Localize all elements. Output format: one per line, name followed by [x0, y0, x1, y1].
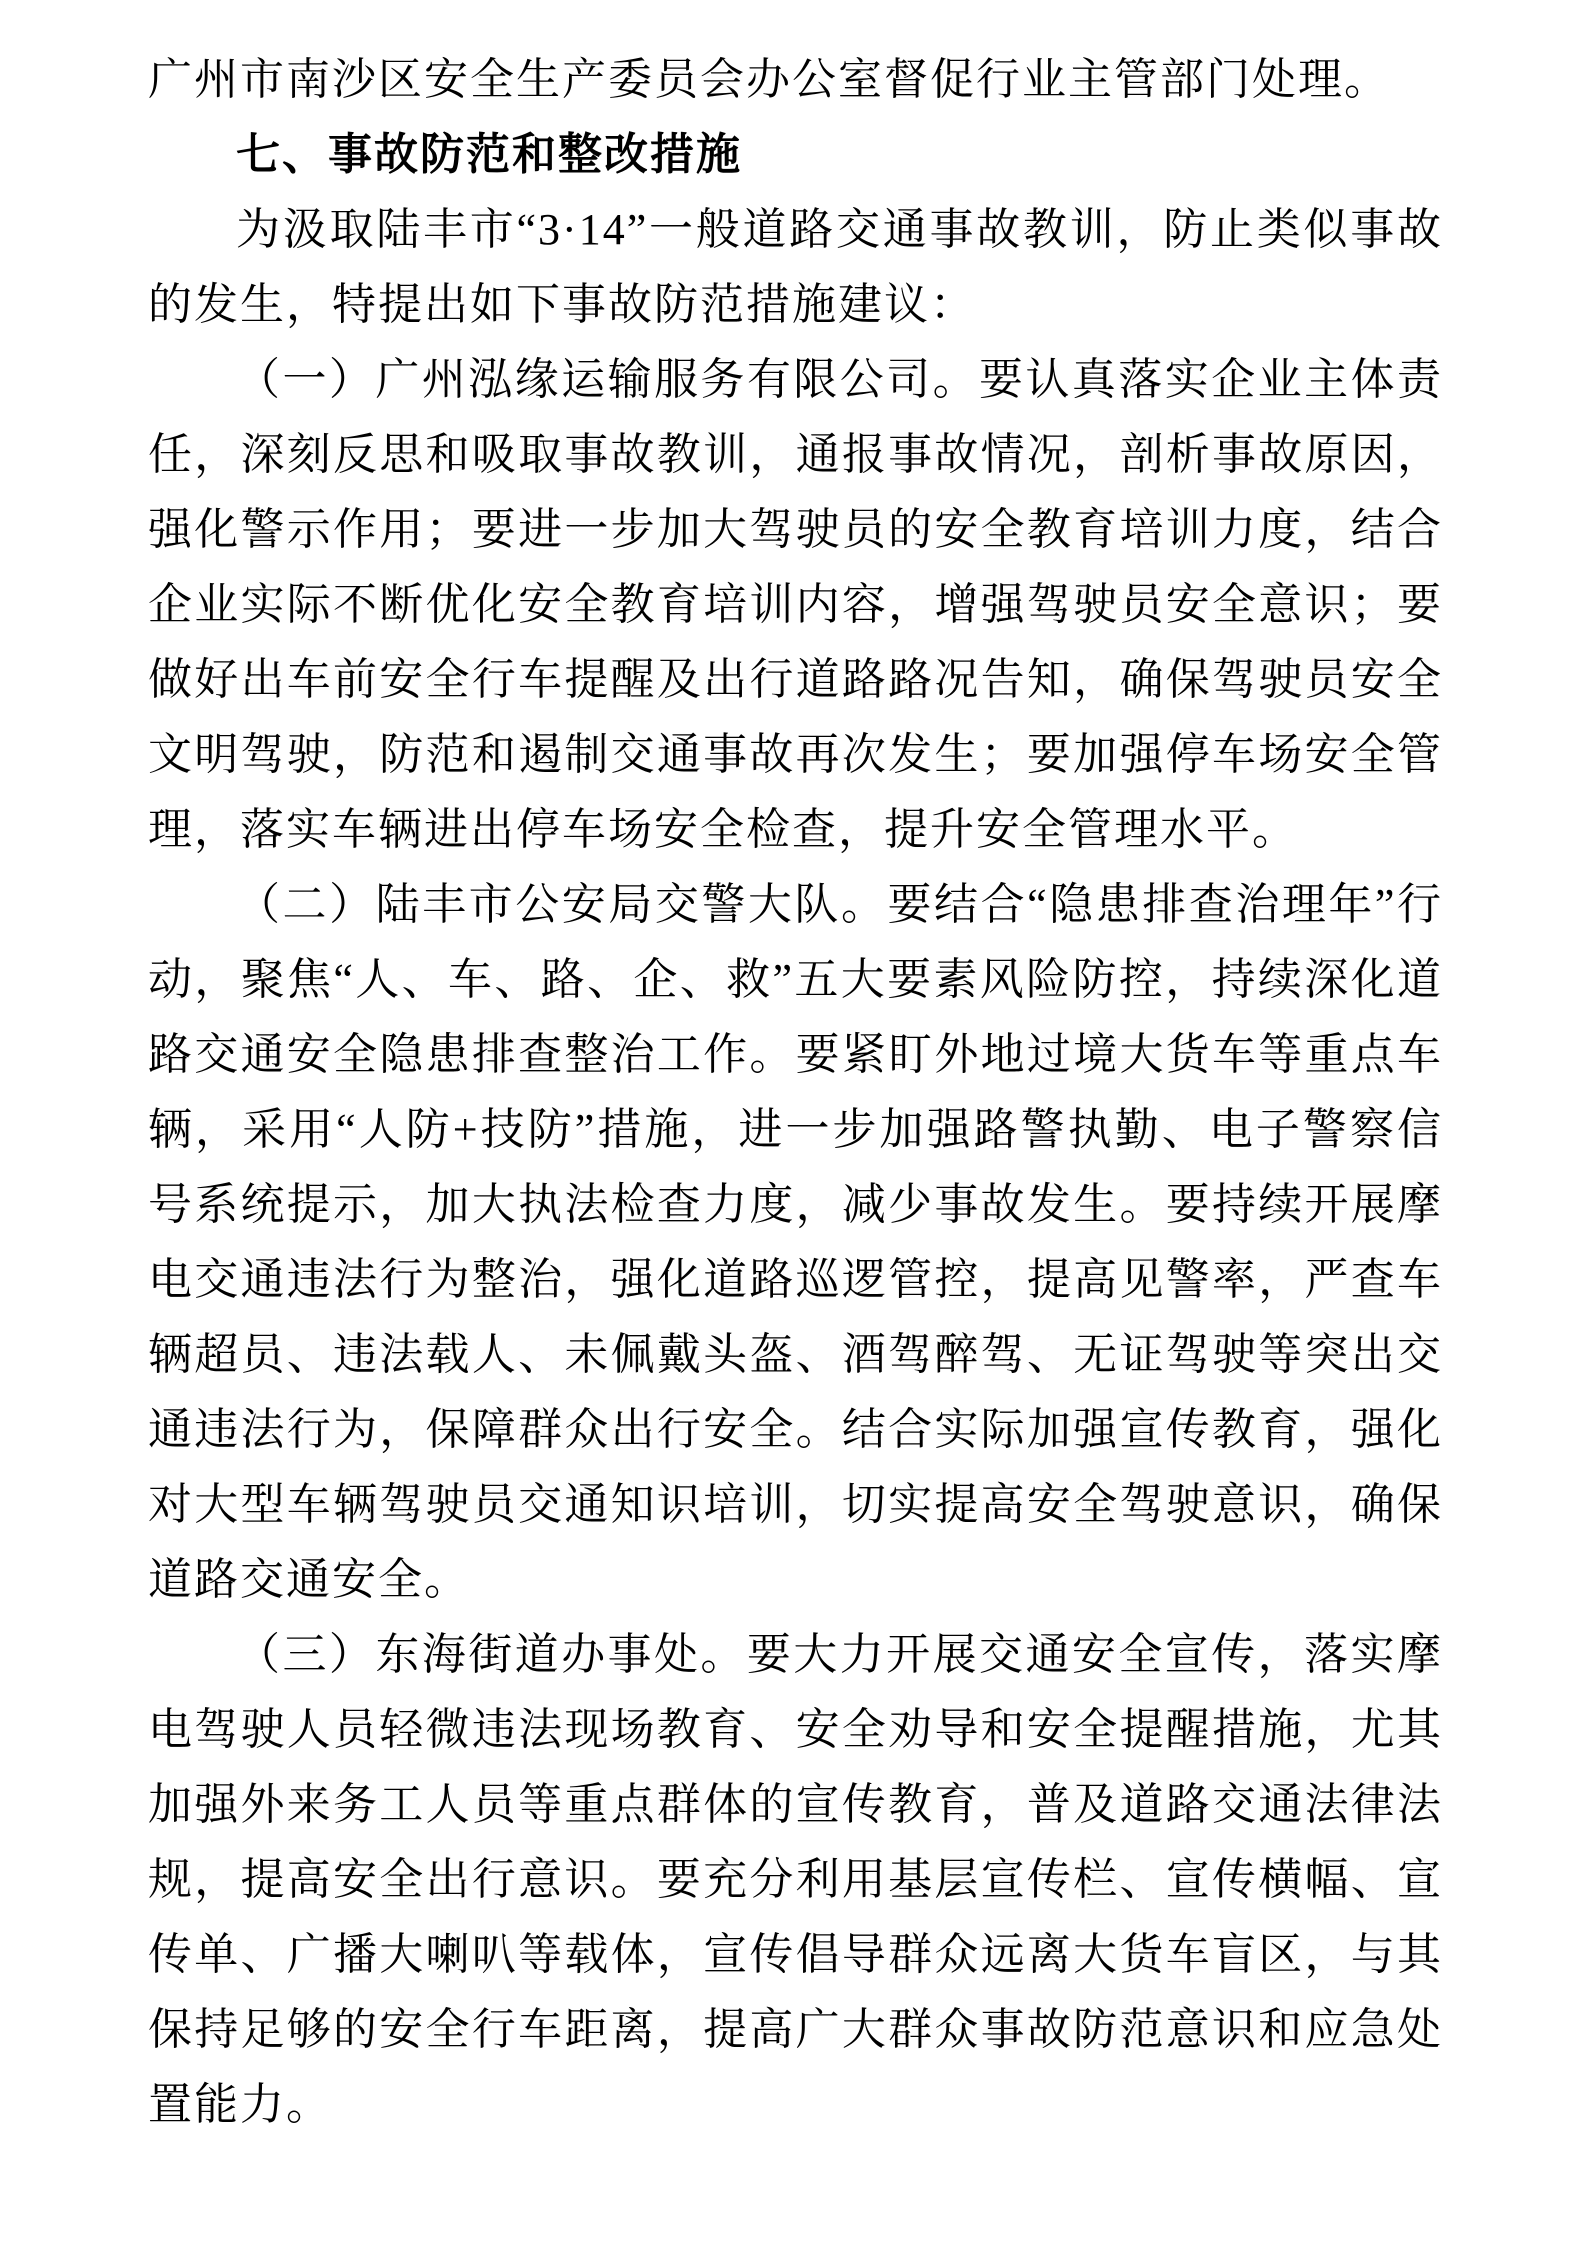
paragraph-continuation: 广州市南沙区安全生产委员会办公室督促行业主管部门处理。 — [148, 55, 1390, 104]
paragraph-measure-subdistrict-office: （三）东海街道办事处。要大力开展交通安全宣传，落实摩电驾驶人员轻微违法现场教育、安全劝导和安全提醒措施，尤其加强外来务工人员等重点群体的宣传教育，普及道路交通法律法规，提高安全出行意识。要充分利用基层宣传栏、宣传横幅、宣传单、广播大喇叭等载体，宣传倡导群众远离大货车盲区，与其保持足够的安全行车距离，提高广大群众事故防范意识和应急处置能力。 — [148, 1630, 1443, 2129]
paragraph-measure-company: （一）广州泓缘运输服务有限公司。要认真落实企业主体责任，深刻反思和吸取事故教训，通报事故情况，剖析事故原因，强化警示作用；要进一步加大驾驶员的安全教育培训力度，结合企业实际不断优化安全教育培训内容，增强驾驶员安全意识；要做好出车前安全行车提醒及出行道路路况告知，确保驾驶员安全文明驾驶，防范和遏制交通事故再次发生；要加强停车场安全管理，落实车辆进出停车场安全检查，提升安全管理水平。 — [148, 355, 1443, 854]
paragraph-intro: 为汲取陆丰市“3·14”一般道路交通事故教训，防止类似事故的发生，特提出如下事故防范措施建议： — [148, 205, 1443, 329]
paragraph-measure-traffic-police: （二）陆丰市公安局交警大队。要结合“隐患排查治理年”行动，聚焦“人、车、路、企、救”五大要素风险防控，持续深化道路交通安全隐患排查整治工作。要紧盯外地过境大货车等重点车辆，采用“人防+技防”措施，进一步加强路警执勤、电子警察信号系统提示，加大执法检查力度，减少事故发生。要持续开展摩电交通违法行为整治，强化道路巡逻管控，提高见警率，严查车辆超员、违法载人、未佩戴头盔、酒驾醉驾、无证驾驶等突出交通违法行为，保障群众出行安全。结合实际加强宣传教育，强化对大型车辆驾驶员交通知识培训，切实提高安全驾驶意识，确保道路交通安全。 — [148, 880, 1443, 1604]
section-heading: 七、事故防范和整改措施 — [236, 130, 742, 179]
